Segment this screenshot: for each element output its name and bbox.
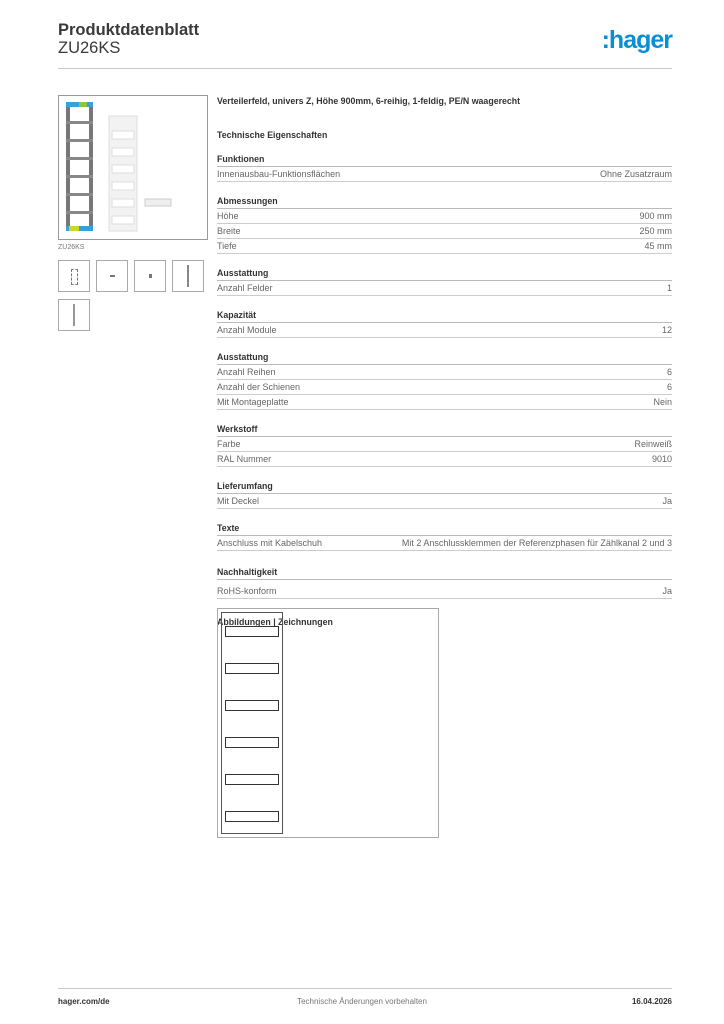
property-section	[217, 422, 672, 467]
property-row	[217, 395, 672, 410]
property-label: RoHS-konform	[217, 586, 277, 596]
footer-website-link[interactable]: hager.com/de	[58, 997, 110, 1006]
property-section	[217, 479, 672, 509]
property-value: Mit 2 Anschlussklemmen der Referenzphasen für Zählkanal 2 und 3	[401, 538, 672, 548]
property-value: Ja	[662, 586, 672, 596]
drawing-row-slot	[225, 737, 279, 748]
property-section	[217, 266, 672, 296]
property-label: Anschluss mit Kabelschuh	[217, 538, 323, 548]
property-value: 45 mm	[644, 241, 672, 251]
property-label: Anzahl der Schienen	[217, 382, 301, 392]
section-heading: Kapazität	[217, 308, 672, 323]
property-section	[217, 194, 672, 254]
property-label: Mit Deckel	[217, 496, 260, 506]
property-row	[217, 224, 672, 239]
property-label: Anzahl Module	[217, 325, 277, 335]
property-row	[217, 323, 672, 338]
section-heading: Nachhaltigkeit	[217, 565, 672, 580]
property-value: 250 mm	[639, 226, 672, 236]
header-divider	[58, 68, 672, 69]
property-row	[217, 437, 672, 452]
property-value: 6	[666, 382, 672, 392]
property-row	[217, 380, 672, 395]
property-row	[217, 365, 672, 380]
property-value: 900 mm	[639, 211, 672, 221]
footer-divider	[58, 988, 672, 989]
technical-drawing	[217, 608, 439, 838]
property-value: 6	[666, 367, 672, 377]
drawing-row-slot	[225, 811, 279, 822]
footer-disclaimer: Technische Änderungen vorbehalten	[297, 997, 427, 1006]
property-row	[217, 239, 672, 254]
footer-date: 16.04.2026	[631, 997, 672, 1006]
property-row	[217, 536, 672, 551]
property-row	[217, 281, 672, 296]
property-row	[217, 209, 672, 224]
property-label: Höhe	[217, 211, 239, 221]
section-heading: Texte	[217, 521, 672, 536]
property-value: Ohne Zusatzraum	[599, 169, 672, 179]
thumbnail-1[interactable]	[58, 260, 90, 292]
drawing-row-slot	[225, 626, 279, 637]
drawing-row-slot	[225, 700, 279, 711]
property-label: RAL Nummer	[217, 454, 272, 464]
property-value: 12	[661, 325, 672, 335]
property-value: Nein	[653, 397, 672, 407]
property-label: Anzahl Reihen	[217, 367, 276, 377]
article-number: ZU26KS	[58, 39, 121, 57]
property-row	[217, 580, 672, 599]
section-heading: Ausstattung	[217, 266, 672, 281]
section-heading: Abmessungen	[217, 194, 672, 209]
property-label: Tiefe	[217, 241, 237, 251]
product-image	[58, 95, 208, 240]
property-section	[217, 152, 672, 182]
property-row	[217, 452, 672, 467]
product-description: Verteilerfeld, univers Z, Höhe 900mm, 6-reihig, 1-feldig, PE/N waagerecht	[217, 96, 521, 106]
property-value: Ja	[662, 496, 672, 506]
property-section	[217, 565, 672, 599]
technical-properties-heading: Technische Eigenschaften	[217, 130, 328, 140]
properties-column	[217, 96, 672, 627]
property-section	[217, 308, 672, 338]
property-label: Anzahl Felder	[217, 283, 273, 293]
property-value: 1	[666, 283, 672, 293]
section-heading: Funktionen	[217, 152, 672, 167]
drawing-row-slot	[225, 663, 279, 674]
property-label: Farbe	[217, 439, 241, 449]
property-row	[217, 167, 672, 182]
property-label: Breite	[217, 226, 241, 236]
property-row	[217, 494, 672, 509]
section-heading: Lieferumfang	[217, 479, 672, 494]
hager-logo: :hager	[601, 26, 672, 54]
thumbnail-3[interactable]	[134, 260, 166, 292]
product-illustration-icon	[59, 96, 207, 239]
property-label: Mit Montageplatte	[217, 397, 289, 407]
thumbnail-4[interactable]	[172, 260, 204, 292]
property-value: Reinweiß	[634, 439, 672, 449]
thumbnail-2[interactable]	[96, 260, 128, 292]
property-section	[217, 521, 672, 551]
property-value: 9010	[651, 454, 672, 464]
property-section	[217, 350, 672, 410]
thumbnail-5[interactable]	[58, 299, 90, 331]
image-caption: ZU26KS	[58, 244, 85, 251]
section-heading: Werkstoff	[217, 422, 672, 437]
drawing-row-slot	[225, 774, 279, 785]
property-label: Innenausbau-Funktionsflächen	[217, 169, 341, 179]
section-heading: Ausstattung	[217, 350, 672, 365]
page-title: Produktdatenblatt	[58, 21, 200, 39]
drawing-frame	[221, 612, 283, 834]
drawings-heading: Abbildungen | Zeichnungen	[217, 617, 333, 627]
